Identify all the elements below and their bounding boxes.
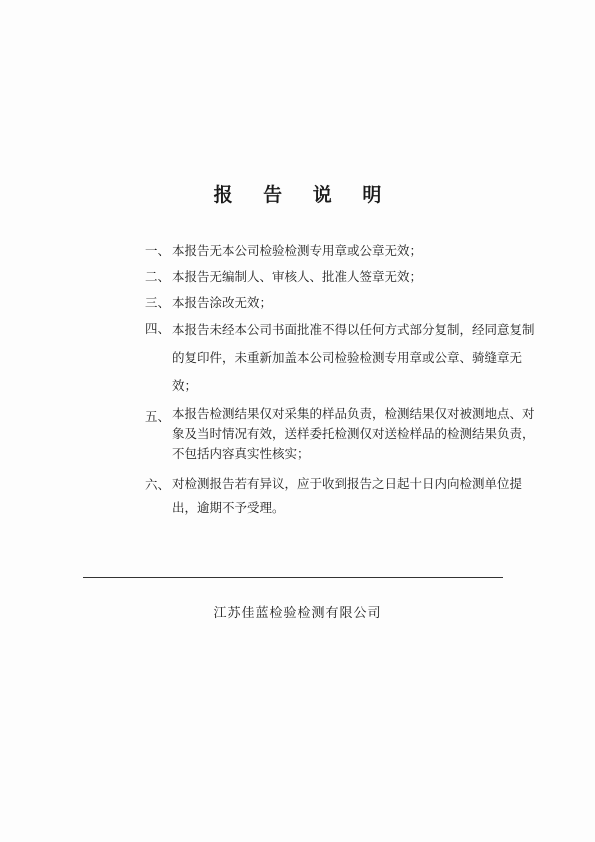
company-name: 江苏佳蓝检验检测有限公司	[213, 606, 382, 621]
clause-4	[145, 316, 545, 400]
clause-number: 五、	[145, 409, 171, 424]
clause-list	[145, 238, 545, 520]
clause-number: 三、	[145, 295, 171, 310]
clause-5	[145, 404, 545, 464]
clause-1	[145, 238, 545, 264]
clause-text: 本报告无本公司检验检测专用章或公章无效；	[172, 243, 423, 258]
page-title: 报 告 说 明	[213, 184, 394, 206]
clause-text: 对检测报告若有异议，应于收到报告之日起十日内向检测单位提出，逾期不予受理。	[172, 476, 523, 515]
clause-6	[145, 472, 545, 520]
clause-number: 一、	[145, 243, 171, 258]
clause-number: 二、	[145, 269, 171, 284]
clause-text: 本报告未经本公司书面批准不得以任何方式部分复制，经同意复制的复印件，未重新加盖本公司检验检测专用章或公章、骑缝章无效；	[172, 322, 535, 393]
clause-text: 本报告无编制人、审核人、批准人签章无效；	[172, 269, 423, 284]
clause-text: 本报告检测结果仅对采集的样品负责，检测结果仅对被测地点、对象及当时情况有效，送样委托检测仅对送检样品的检测结果负责，不包括内容真实性核实；	[172, 406, 535, 461]
clause-2	[145, 264, 545, 290]
clause-3	[145, 290, 545, 316]
clause-number: 四、	[145, 321, 171, 336]
clause-number: 六、	[145, 477, 171, 492]
divider-line	[83, 577, 503, 578]
clause-text: 本报告涂改无效；	[172, 295, 273, 310]
